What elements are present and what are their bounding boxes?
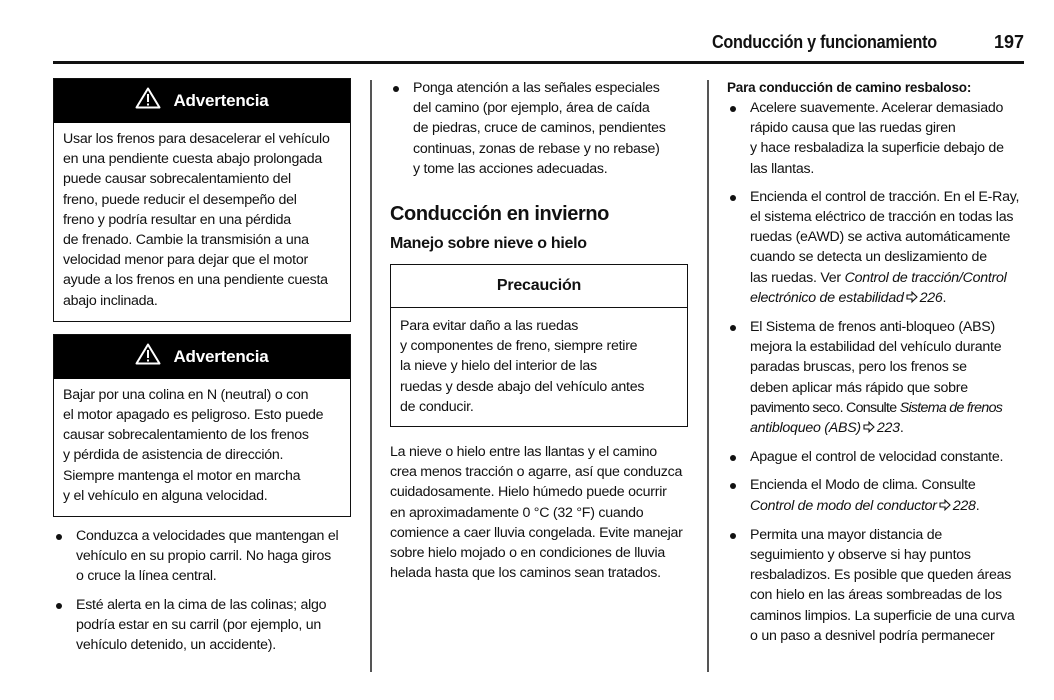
text-line: ruedas (eAWD) se activa automáticamente: [750, 229, 1011, 246]
text-line: y tome las acciones adecuadas.: [413, 160, 608, 177]
text-line: Apague el control de velocidad constante.: [750, 449, 1004, 466]
text-line: vehículo en su propio carril. No haga giros: [76, 548, 332, 565]
text-line: ruedas y desde abajo del vehículo antes: [400, 378, 645, 395]
column-divider: [707, 80, 709, 672]
warning-triangle-icon: [135, 343, 161, 371]
text-line: [750, 496, 1025, 517]
text-line: crea menos tracción o agarre, así que conduzca: [390, 464, 683, 481]
text-line: resbaladizos. Es posible que queden áreas: [750, 567, 1012, 584]
text-line: ayude a los frenos en una pendiente cuesta: [63, 272, 328, 289]
cross-reference-link[interactable]: Control de tracción/Control: [844, 269, 1007, 286]
text-line: velocidad menor para dejar que el motor: [63, 252, 308, 269]
bullet-icon: [56, 603, 62, 609]
text-line: puede causar sobrecalentamiento del: [63, 171, 291, 188]
list-item: [53, 526, 351, 587]
list-item: [727, 447, 1025, 467]
page-reference-arrow-icon: [906, 289, 918, 309]
bullet-icon: [730, 106, 736, 112]
page-reference-arrow-icon: [863, 419, 875, 439]
bullet-icon: [56, 534, 62, 540]
text-line: La nieve o hielo entre las llantas y el camino: [390, 444, 657, 461]
text-line: o cruce la línea central.: [76, 568, 217, 585]
text-line: helada hasta que los caminos sean tratados.: [390, 565, 661, 582]
text-line: El Sistema de frenos anti-bloqueo (ABS): [750, 319, 995, 336]
text-line: Conduzca a velocidades que mantengan el: [76, 528, 339, 545]
cross-reference-link[interactable]: Control de modo del conductor: [750, 497, 937, 514]
bullet-list: [53, 526, 351, 655]
subsection-heading: Manejo sobre nieve o hielo: [390, 235, 587, 253]
text-line: mejora la estabilidad del vehículo durante: [750, 339, 1002, 356]
text-line: comience a caer lluvia congelada. Evite manejar: [390, 524, 683, 541]
bullet-icon: [730, 455, 736, 461]
cross-reference-link[interactable]: antibloqueo (ABS): [750, 420, 861, 437]
text-line: en una pendiente cuesta abajo prolongada: [63, 151, 323, 168]
text-line: y componentes de freno, siempre retire: [400, 338, 638, 355]
list-item: [727, 187, 1025, 309]
lead-in-heading: Para conducción de camino resbaloso:: [727, 80, 972, 95]
text-line: Esté alerta en la cima de las colinas; algo: [76, 596, 327, 613]
text-span: .: [899, 420, 904, 437]
column-1: [53, 78, 351, 663]
text-line: caminos limpios. La superficie de una curva: [750, 607, 1015, 624]
bullet-icon: [730, 325, 736, 331]
bullet-icon: [730, 483, 736, 489]
warning-box: [53, 78, 351, 322]
text-line: el motor apagado es peligroso. Esto puede: [63, 407, 324, 424]
text-line: deben aplicar más rápido que sobre: [750, 379, 968, 396]
text-line: Permita una mayor distancia de: [750, 526, 943, 543]
text-line: en aproximadamente 0 °C (32 °F) cuando: [390, 504, 644, 521]
text-line: rápido causa que las ruedas giren: [750, 120, 956, 137]
text-line: sobre hielo mojado o en condiciones de lluvia: [390, 545, 666, 562]
text-line: del camino (por ejemplo, área de caída: [413, 100, 650, 117]
text-line: cuidadosamente. Hielo húmedo puede ocurrir: [390, 484, 667, 501]
text-line: paradas bruscas, pero los frenos se: [750, 359, 967, 376]
warning-text: [54, 379, 350, 516]
text-line: [750, 268, 1025, 288]
warning-header: [54, 335, 350, 379]
caution-title: Precaución: [496, 276, 582, 294]
text-line: con hielo en las áreas sombreadas de los: [750, 587, 1002, 604]
caution-box: [390, 264, 688, 427]
text-line: cuando se detecta un deslizamiento de: [750, 249, 987, 266]
text-line: las llantas.: [750, 160, 815, 177]
cross-reference-link[interactable]: Sistema de frenos: [899, 399, 1003, 416]
warning-box: [53, 334, 351, 517]
text-line: Para evitar daño a las ruedas: [400, 318, 579, 335]
text-line: continuas, zonas de rebase y no rebase): [413, 140, 660, 157]
page-reference-arrow-icon: [939, 497, 951, 517]
text-line: Ponga atención a las señales especiales: [413, 80, 660, 96]
text-line: podría estar en su carril (por ejemplo, un: [76, 616, 321, 633]
text-line: Encienda el Modo de clima. Consulte: [750, 477, 976, 494]
column-divider: [370, 80, 372, 672]
text-line: freno y podría resultar en una pérdida: [63, 211, 291, 228]
column-3: [727, 78, 1025, 654]
column-2: [390, 78, 688, 583]
text-line: de conducir.: [400, 398, 474, 415]
list-item: [727, 525, 1025, 646]
text-line: y hace resbaladiza la superficie debajo de: [750, 140, 1004, 157]
text-line: la nieve y hielo del interior de las: [400, 358, 597, 375]
text-line: Acelere suavemente. Acelerar demasiado: [750, 100, 1004, 116]
bullet-icon: [730, 195, 736, 201]
list-item: [53, 595, 351, 656]
cross-reference-link[interactable]: electrónico de estabilidad: [750, 289, 904, 306]
section-heading: Conducción en invierno: [390, 203, 609, 226]
text-line: y pérdida de asistencia de dirección.: [63, 447, 284, 464]
running-head-title: Conducción y funcionamiento: [712, 32, 937, 52]
text-span: pavimento seco. Consulte: [750, 399, 900, 416]
text-line: el sistema eléctrico de tracción en todas las: [750, 209, 1014, 226]
text-line: y el vehículo en alguna velocidad.: [63, 487, 268, 504]
text-line: Usar los frenos para desacelerar el vehículo: [63, 131, 330, 147]
page-number: 197: [993, 32, 1024, 52]
page-reference[interactable]: 228: [952, 497, 976, 514]
list-item: [390, 78, 688, 179]
text-line: [750, 288, 1025, 309]
bullet-list: [390, 78, 688, 179]
text-span: las ruedas. Ver: [750, 269, 845, 286]
paragraph: [390, 442, 688, 583]
caution-text: [391, 308, 687, 426]
page-header: [53, 28, 1024, 64]
text-span: .: [942, 289, 947, 306]
text-span: .: [975, 497, 980, 514]
warning-title: Advertencia: [173, 90, 269, 110]
text-line: abajo inclinada.: [63, 292, 158, 309]
warning-title: Advertencia: [173, 346, 269, 366]
text-line: de frenado. Cambie la transmisión a una: [63, 232, 309, 249]
bullet-icon: [730, 533, 736, 539]
text-line: causar sobrecalentamiento de los frenos: [63, 427, 309, 444]
text-line: Bajar por una colina en N (neutral) o con: [63, 386, 309, 403]
warning-header: [54, 79, 350, 123]
list-item: [727, 317, 1025, 439]
text-line: Siempre mantenga el motor en marcha: [63, 467, 301, 484]
text-line: Encienda el control de tracción. En el E-Ray,: [750, 188, 1020, 205]
page-reference[interactable]: 226: [919, 289, 943, 306]
text-line: o un paso a desnivel podría permanecer: [750, 627, 995, 644]
text-line: seguimiento y observe si hay puntos: [750, 547, 971, 564]
bullet-list: [727, 98, 1025, 646]
text-line: [750, 418, 1025, 439]
warning-triangle-icon: [135, 87, 161, 115]
list-item: [727, 98, 1025, 179]
list-item: [727, 475, 1025, 516]
text-line: de piedras, cruce de caminos, pendientes: [413, 120, 666, 137]
page-reference[interactable]: 223: [876, 420, 900, 437]
warning-text: [54, 123, 350, 321]
text-line: [750, 398, 1025, 418]
text-line: freno, puede reducir el desempeño del: [63, 191, 297, 208]
text-line: vehículo detenido, un accidente).: [76, 637, 276, 654]
bullet-icon: [393, 86, 399, 92]
caution-header: [391, 265, 687, 308]
